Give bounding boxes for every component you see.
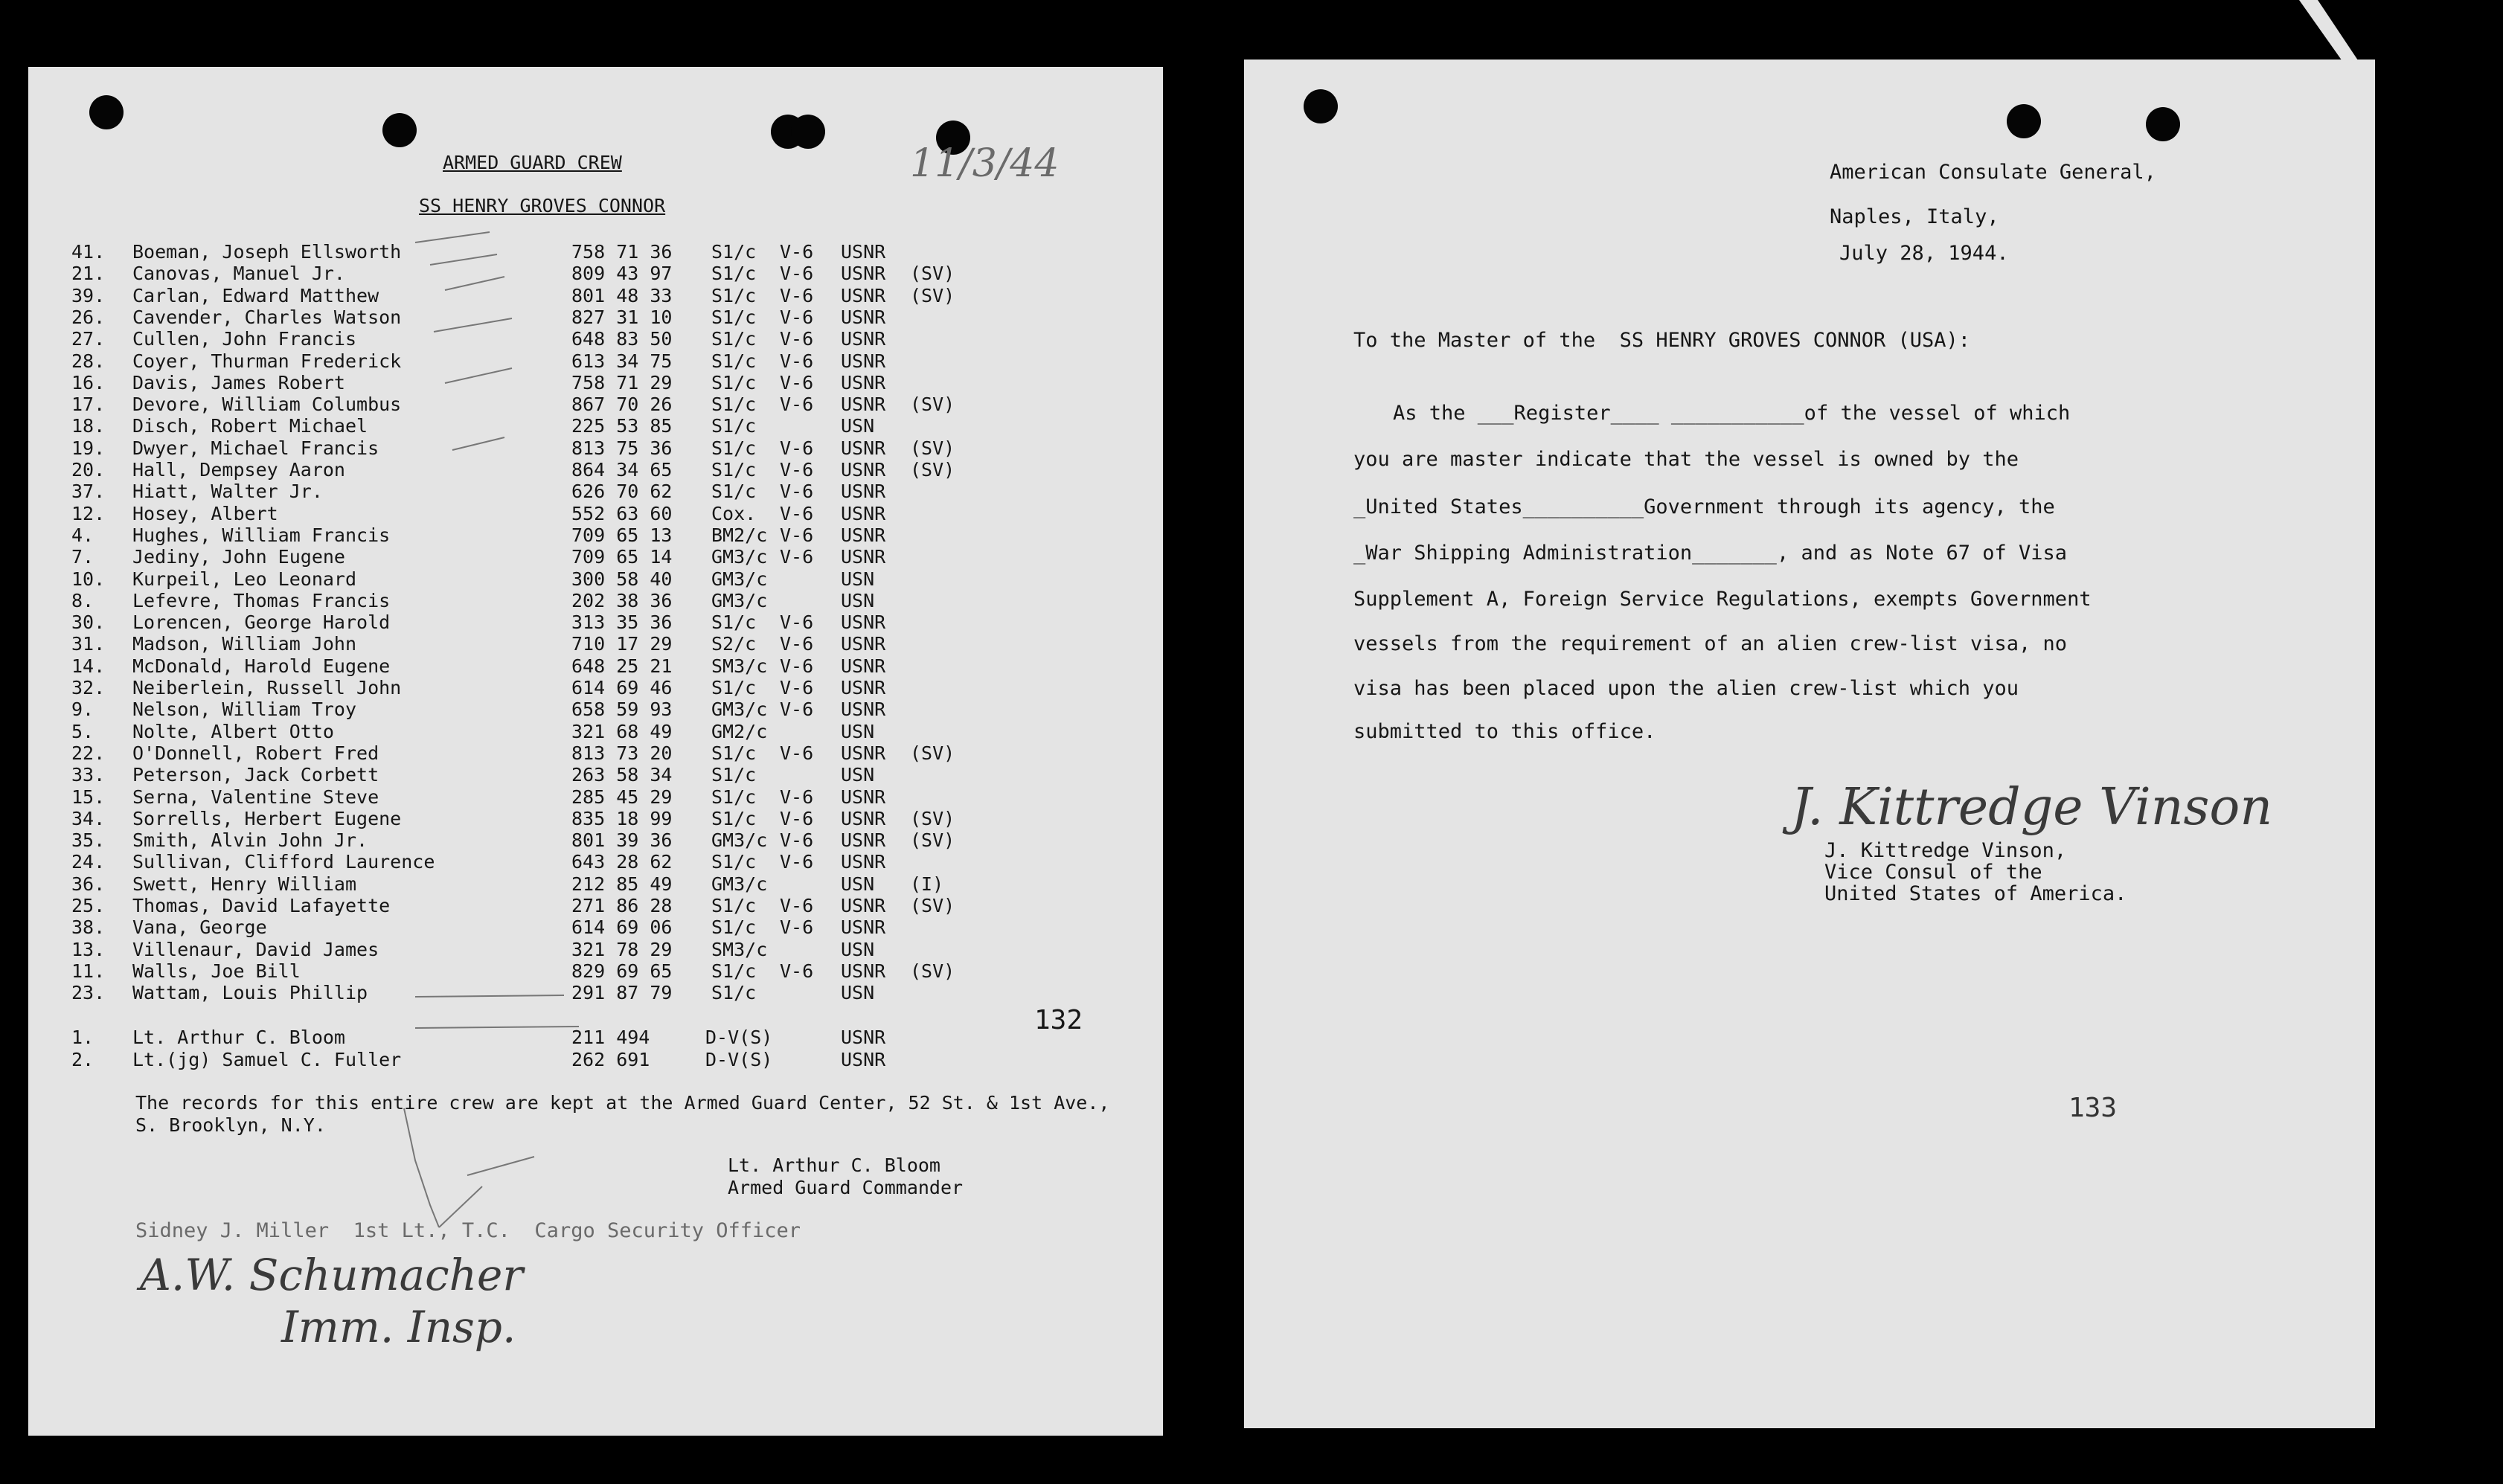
rate: S1/c xyxy=(711,437,757,459)
rate: BM2/c xyxy=(711,524,768,546)
rate: SM3/c xyxy=(711,938,768,960)
row-number: 22. xyxy=(71,742,106,764)
row-number: 25. xyxy=(71,895,106,916)
service-number: 809 43 97 xyxy=(571,263,673,285)
note: (SV) xyxy=(910,829,955,852)
row-number: 9. xyxy=(71,698,94,721)
officer-name: Lt.(jg) Samuel C. Fuller xyxy=(132,1049,402,1070)
branch: USNR xyxy=(841,481,886,503)
service-number: 212 85 49 xyxy=(571,873,673,895)
row-number: 21. xyxy=(71,263,106,285)
crew-name: Canovas, Manuel Jr. xyxy=(132,263,345,285)
crew-name: Lefevre, Thomas Francis xyxy=(132,589,391,611)
service-number: 658 59 93 xyxy=(571,698,673,721)
class: V-6 xyxy=(780,829,814,852)
branch: USN xyxy=(841,720,875,742)
row-number: 17. xyxy=(71,394,106,416)
service-number: 709 65 14 xyxy=(571,546,673,568)
branch: USNR xyxy=(841,1049,886,1070)
class: V-6 xyxy=(780,459,814,481)
branch: USN xyxy=(841,938,875,960)
note: (SV) xyxy=(910,807,955,829)
commander-name: Lt. Arthur C. Bloom xyxy=(728,1154,940,1176)
commander-title: Armed Guard Commander xyxy=(728,1177,964,1198)
rate: SM3/c xyxy=(711,655,768,677)
class: V-6 xyxy=(780,807,814,829)
row-number: 39. xyxy=(71,284,106,306)
rate: S1/c xyxy=(711,350,757,372)
class: V-6 xyxy=(780,633,814,655)
service-number: 313 35 36 xyxy=(571,611,673,634)
service-number: 262 691 xyxy=(571,1049,650,1070)
letter-line: As the ___Register____ ___________of the vessel of which xyxy=(1393,402,2071,425)
crew-name: Vana, George xyxy=(132,916,267,939)
branch: USN xyxy=(841,982,875,1004)
branch: USNR xyxy=(841,698,886,721)
page-title: ARMED GUARD CREW xyxy=(443,152,622,173)
branch: USNR xyxy=(841,677,886,698)
crew-name: Carlan, Edward Matthew xyxy=(132,284,379,306)
row-number: 14. xyxy=(71,655,106,677)
rate: S1/c xyxy=(711,786,757,808)
note: (SV) xyxy=(910,394,955,416)
ship-name: SS HENRY GROVES CONNOR xyxy=(419,195,666,216)
branch: USNR xyxy=(841,524,886,546)
rate: S1/c xyxy=(711,764,757,786)
rate: S1/c xyxy=(711,851,757,873)
crew-name: Disch, Robert Michael xyxy=(132,415,368,437)
crew-name: Cullen, John Francis xyxy=(132,328,357,350)
branch: USNR xyxy=(841,633,886,655)
row-number: 10. xyxy=(71,568,106,590)
class: V-6 xyxy=(780,677,814,698)
letter-line: _United States__________Government through its agency, the xyxy=(1353,495,2055,518)
branch: USNR xyxy=(841,350,886,372)
row-number: 7. xyxy=(71,546,94,568)
crew-name: Swett, Henry William xyxy=(132,873,357,895)
rate: S1/c xyxy=(711,371,757,394)
branch: USNR xyxy=(841,284,886,306)
row-number: 24. xyxy=(71,851,106,873)
branch: USNR xyxy=(841,546,886,568)
crew-name: Thomas, David Lafayette xyxy=(132,895,391,916)
rate: GM3/c xyxy=(711,873,768,895)
crew-name: Kurpeil, Leo Leonard xyxy=(132,568,357,590)
row-number: 13. xyxy=(71,938,106,960)
class: V-6 xyxy=(780,611,814,634)
crew-name: Jediny, John Eugene xyxy=(132,546,345,568)
handwritten-date: 11/3/44 xyxy=(910,141,1060,186)
row-number: 15. xyxy=(71,786,106,808)
service-number: 867 70 26 xyxy=(571,394,673,416)
branch: USNR xyxy=(841,807,886,829)
rate: GM3/c xyxy=(711,829,768,852)
service-number: 648 25 21 xyxy=(571,655,673,677)
crew-name: Madson, William John xyxy=(132,633,357,655)
crew-name: Serna, Valentine Steve xyxy=(132,786,379,808)
row-number: 33. xyxy=(71,764,106,786)
branch: USNR xyxy=(841,611,886,634)
class: V-6 xyxy=(780,284,814,306)
crew-name: Villenaur, David James xyxy=(132,938,379,960)
note: (SV) xyxy=(910,895,955,916)
class: V-6 xyxy=(780,524,814,546)
crew-name: Wattam, Louis Phillip xyxy=(132,982,368,1004)
row-number: 38. xyxy=(71,916,106,939)
rate: S1/c xyxy=(711,306,757,328)
crew-name: Nelson, William Troy xyxy=(132,698,357,721)
rate: S1/c xyxy=(711,982,757,1004)
class: V-6 xyxy=(780,895,814,916)
crew-name: Hughes, William Francis xyxy=(132,524,391,546)
rate: S1/c xyxy=(711,960,757,982)
crew-name: Cavender, Charles Watson xyxy=(132,306,402,328)
branch: USNR xyxy=(841,328,886,350)
rate: GM3/c xyxy=(711,568,768,590)
row-number: 37. xyxy=(71,481,106,503)
branch: USNR xyxy=(841,263,886,285)
service-number: 829 69 65 xyxy=(571,960,673,982)
branch: USN xyxy=(841,415,875,437)
rate: S1/c xyxy=(711,677,757,698)
branch: USNR xyxy=(841,786,886,808)
branch: USNR xyxy=(841,895,886,916)
branch: USNR xyxy=(841,851,886,873)
service-number: 801 48 33 xyxy=(571,284,673,306)
note: (SV) xyxy=(910,284,955,306)
row-number: 19. xyxy=(71,437,106,459)
letter-date: July 28, 1944. xyxy=(1839,242,2009,265)
rate: D-V(S) xyxy=(705,1049,773,1070)
rate: GM3/c xyxy=(711,546,768,568)
row-number: 1. xyxy=(71,1027,94,1048)
branch: USNR xyxy=(841,916,886,939)
service-number: 813 73 20 xyxy=(571,742,673,764)
folded-corner xyxy=(2299,0,2362,68)
salutation: To the Master of the SS HENRY GROVES CONNOR (USA): xyxy=(1353,329,1971,352)
branch: USNR xyxy=(841,655,886,677)
records-note-line2: S. Brooklyn, N.Y. xyxy=(135,1114,326,1136)
service-number: 758 71 36 xyxy=(571,241,673,263)
row-number: 16. xyxy=(71,371,106,394)
branch: USN xyxy=(841,568,875,590)
row-number: 2. xyxy=(71,1049,94,1070)
branch: USNR xyxy=(841,437,886,459)
crew-name: Coyer, Thurman Frederick xyxy=(132,350,402,372)
service-number: 321 68 49 xyxy=(571,720,673,742)
class: V-6 xyxy=(780,371,814,394)
class: V-6 xyxy=(780,306,814,328)
row-number: 36. xyxy=(71,873,106,895)
class: V-6 xyxy=(780,786,814,808)
rate: S1/c xyxy=(711,284,757,306)
note: (SV) xyxy=(910,960,955,982)
class: V-6 xyxy=(780,437,814,459)
crew-name: Devore, William Columbus xyxy=(132,394,402,416)
row-number: 18. xyxy=(71,415,106,437)
signer-country: United States of America. xyxy=(1824,882,2127,905)
crew-name: Dwyer, Michael Francis xyxy=(132,437,379,459)
service-number: 827 31 10 xyxy=(571,306,673,328)
service-number: 835 18 99 xyxy=(571,807,673,829)
class: V-6 xyxy=(780,394,814,416)
row-number: 41. xyxy=(71,241,106,263)
crew-name: Smith, Alvin John Jr. xyxy=(132,829,368,852)
service-number: 300 58 40 xyxy=(571,568,673,590)
crew-name: Sorrells, Herbert Eugene xyxy=(132,807,402,829)
crew-name: O'Donnell, Robert Fred xyxy=(132,742,379,764)
service-number: 321 78 29 xyxy=(571,938,673,960)
crew-name: Sullivan, Clifford Laurence xyxy=(132,851,435,873)
rate: S1/c xyxy=(711,241,757,263)
service-number: 225 53 85 xyxy=(571,415,673,437)
rate: S1/c xyxy=(711,895,757,916)
service-number: 263 58 34 xyxy=(571,764,673,786)
service-number: 801 39 36 xyxy=(571,829,673,852)
service-number: 202 38 36 xyxy=(571,589,673,611)
row-number: 5. xyxy=(71,720,94,742)
class: V-6 xyxy=(780,916,814,939)
handwritten-signature: A.W. Schumacher xyxy=(140,1250,524,1300)
row-number: 8. xyxy=(71,589,94,611)
note: (SV) xyxy=(910,459,955,481)
rate: S1/c xyxy=(711,394,757,416)
handwritten-title: Imm. Insp. xyxy=(281,1302,516,1352)
crew-name: Hiatt, Walter Jr. xyxy=(132,481,323,503)
row-number: 35. xyxy=(71,829,106,852)
service-number: 614 69 46 xyxy=(571,677,673,698)
row-number: 34. xyxy=(71,807,106,829)
service-number: 271 86 28 xyxy=(571,895,673,916)
rate: S1/c xyxy=(711,916,757,939)
officer-name: Lt. Arthur C. Bloom xyxy=(132,1027,345,1048)
class: V-6 xyxy=(780,350,814,372)
rate: S1/c xyxy=(711,481,757,503)
security-officer-line: Sidney J. Miller 1st Lt., T.C. Cargo Security Officer xyxy=(135,1219,801,1242)
rate: GM2/c xyxy=(711,720,768,742)
rate: S2/c xyxy=(711,633,757,655)
branch: USNR xyxy=(841,1027,886,1048)
crew-name: Hosey, Albert xyxy=(132,502,278,524)
row-number: 31. xyxy=(71,633,106,655)
letter-line: Supplement A, Foreign Service Regulations, exempts Government xyxy=(1353,588,2092,611)
crew-name: Lorencen, George Harold xyxy=(132,611,391,634)
crew-name: McDonald, Harold Eugene xyxy=(132,655,391,677)
service-number: 613 34 75 xyxy=(571,350,673,372)
rate: S1/c xyxy=(711,742,757,764)
class: V-6 xyxy=(780,742,814,764)
class: V-6 xyxy=(780,960,814,982)
service-number: 211 494 xyxy=(571,1027,650,1048)
row-number: 4. xyxy=(71,524,94,546)
rate: S1/c xyxy=(711,328,757,350)
service-number: 709 65 13 xyxy=(571,524,673,546)
class: V-6 xyxy=(780,481,814,503)
crew-name: Hall, Dempsey Aaron xyxy=(132,459,345,481)
class: V-6 xyxy=(780,241,814,263)
service-number: 614 69 06 xyxy=(571,916,673,939)
note: (SV) xyxy=(910,263,955,285)
crew-name: Boeman, Joseph Ellsworth xyxy=(132,241,402,263)
crew-name: Nolte, Albert Otto xyxy=(132,720,334,742)
rate: S1/c xyxy=(711,611,757,634)
records-note-line1: The records for this entire crew are kept at the Armed Guard Center, 52 St. & 1st Ave., xyxy=(135,1092,1110,1114)
row-number: 12. xyxy=(71,502,106,524)
row-number: 20. xyxy=(71,459,106,481)
row-number: 27. xyxy=(71,328,106,350)
rate: S1/c xyxy=(711,459,757,481)
letter-line: you are master indicate that the vessel is owned by the xyxy=(1353,448,2019,471)
rate: S1/c xyxy=(711,807,757,829)
note: (SV) xyxy=(910,437,955,459)
branch: USNR xyxy=(841,241,886,263)
branch: USNR xyxy=(841,371,886,394)
signer-name: J. Kittredge Vinson, xyxy=(1824,839,2067,862)
rate: Cox. xyxy=(711,502,757,524)
rate: GM3/c xyxy=(711,698,768,721)
letter-line: submitted to this office. xyxy=(1353,720,1656,743)
note: (I) xyxy=(910,873,944,895)
branch: USN xyxy=(841,589,875,611)
service-number: 813 75 36 xyxy=(571,437,673,459)
class: V-6 xyxy=(780,655,814,677)
class: V-6 xyxy=(780,263,814,285)
class: V-6 xyxy=(780,698,814,721)
signer-title: Vice Consul of the xyxy=(1824,861,2042,884)
page-number: 133 xyxy=(2068,1093,2118,1123)
row-number: 26. xyxy=(71,306,106,328)
page-number: 132 xyxy=(1034,1005,1083,1035)
rate: S1/c xyxy=(711,415,757,437)
letter-line: visa has been placed upon the alien crew-list which you xyxy=(1353,677,2019,700)
branch: USN xyxy=(841,873,875,895)
service-number: 285 45 29 xyxy=(571,786,673,808)
letter-line: vessels from the requirement of an alien crew-list visa, no xyxy=(1353,632,2068,655)
service-number: 758 71 29 xyxy=(571,371,673,394)
class: V-6 xyxy=(780,851,814,873)
class: V-6 xyxy=(780,328,814,350)
service-number: 648 83 50 xyxy=(571,328,673,350)
service-number: 291 87 79 xyxy=(571,982,673,1004)
note: (SV) xyxy=(910,742,955,764)
rate: D-V(S) xyxy=(705,1027,773,1048)
service-number: 552 63 60 xyxy=(571,502,673,524)
letter-line: _War Shipping Administration_______, and as Note 67 of Visa xyxy=(1353,542,2068,565)
row-number: 23. xyxy=(71,982,106,1004)
branch: USNR xyxy=(841,502,886,524)
row-number: 32. xyxy=(71,677,106,698)
branch: USNR xyxy=(841,306,886,328)
letter-header-line1: American Consulate General, xyxy=(1830,161,2156,184)
service-number: 864 34 65 xyxy=(571,459,673,481)
row-number: 11. xyxy=(71,960,106,982)
row-number: 30. xyxy=(71,611,106,634)
branch: USNR xyxy=(841,742,886,764)
branch: USNR xyxy=(841,394,886,416)
service-number: 710 17 29 xyxy=(571,633,673,655)
branch: USNR xyxy=(841,459,886,481)
crew-name: Davis, James Robert xyxy=(132,371,345,394)
letter-header-line2: Naples, Italy, xyxy=(1830,205,1999,228)
crew-name: Peterson, Jack Corbett xyxy=(132,764,379,786)
branch: USN xyxy=(841,764,875,786)
branch: USNR xyxy=(841,960,886,982)
crew-name: Neiberlein, Russell John xyxy=(132,677,402,698)
class: V-6 xyxy=(780,502,814,524)
rate: GM3/c xyxy=(711,589,768,611)
consul-signature: J. Kittredge Vinson xyxy=(1791,778,2273,837)
service-number: 626 70 62 xyxy=(571,481,673,503)
row-number: 28. xyxy=(71,350,106,372)
branch: USNR xyxy=(841,829,886,852)
service-number: 643 28 62 xyxy=(571,851,673,873)
crew-name: Walls, Joe Bill xyxy=(132,960,301,982)
rate: S1/c xyxy=(711,263,757,285)
class: V-6 xyxy=(780,546,814,568)
